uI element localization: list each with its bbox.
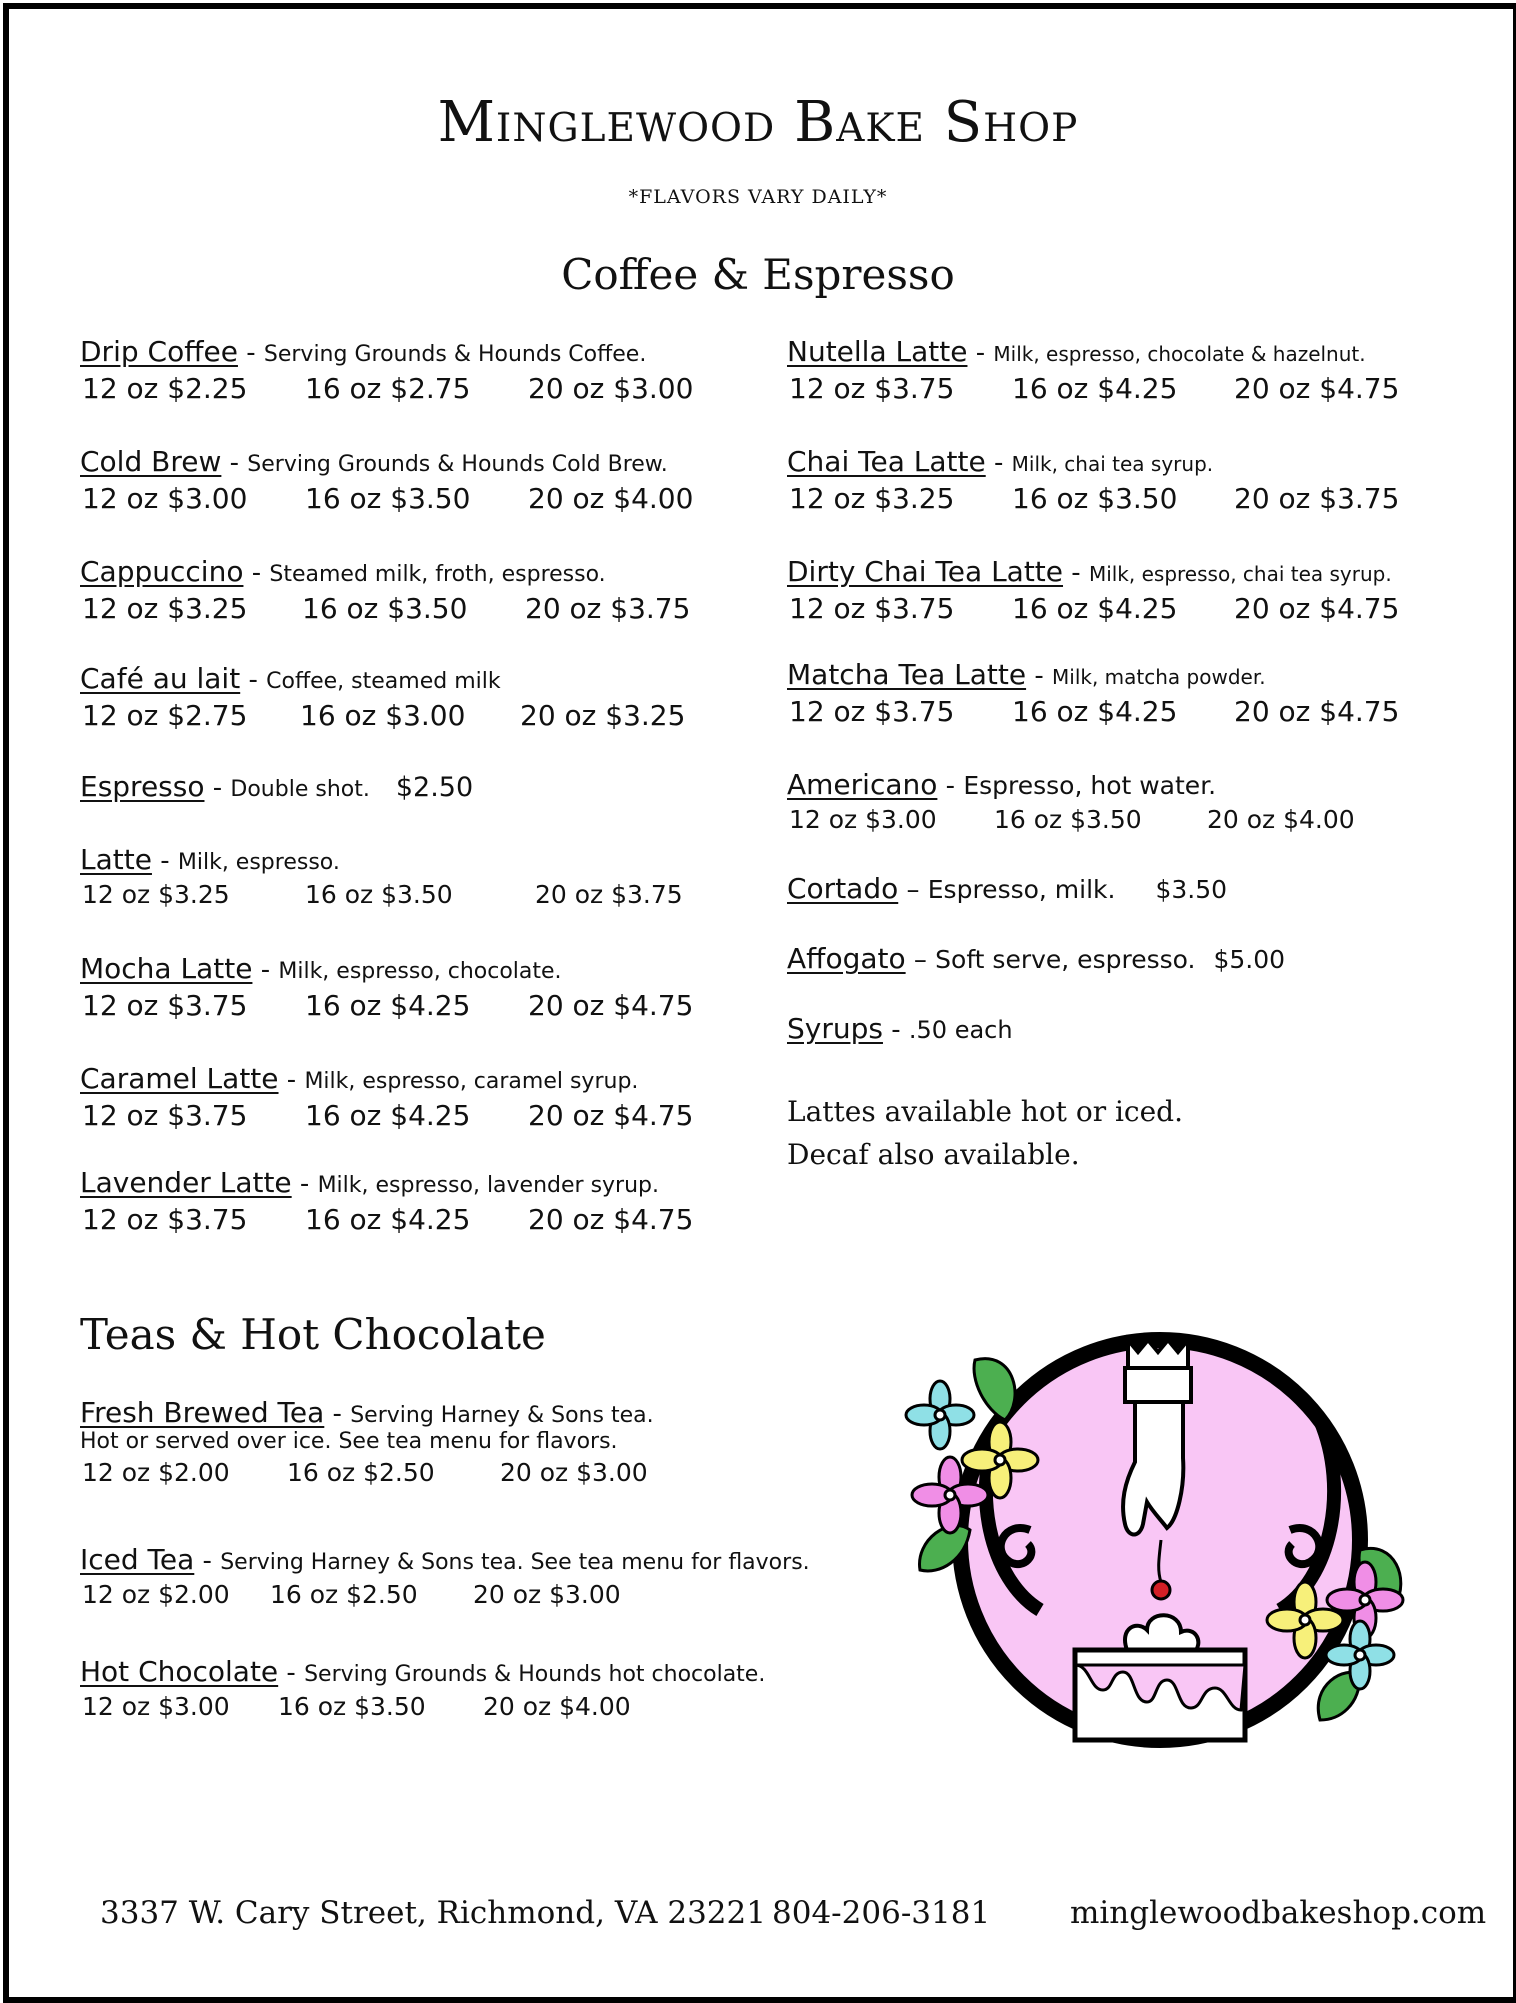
- item-description: Espresso, hot water.: [963, 771, 1217, 800]
- item-description: Soft serve, espresso.: [935, 945, 1196, 974]
- menu-item-latte: Latte - Milk, espresso. 12 oz $3.25 16 oz $3.50 20 oz $3.75: [80, 843, 683, 909]
- price-16oz: 16 oz $4.25: [1012, 695, 1178, 728]
- item-description: Serving Grounds & Hounds hot chocolate.: [304, 1662, 766, 1687]
- item-name: Hot Chocolate: [80, 1655, 279, 1688]
- price-20oz: 20 oz $4.75: [528, 989, 694, 1022]
- note-decaf: Decaf also available.: [787, 1138, 1080, 1171]
- price-12oz: 12 oz $3.75: [789, 695, 955, 728]
- menu-item-affogato: Affogato – Soft serve, espresso. $5.00: [787, 942, 1286, 975]
- item-description: Steamed milk, froth, espresso.: [269, 562, 606, 587]
- price-12oz: 12 oz $2.25: [82, 372, 248, 405]
- price-16oz: 16 oz $3.50: [305, 482, 471, 515]
- item-description: Milk, espresso, chai tea syrup.: [1088, 562, 1392, 586]
- teas-section-heading: Teas & Hot Chocolate: [80, 1310, 546, 1359]
- price-12oz: 12 oz $3.00: [82, 482, 248, 515]
- item-description: Coffee, steamed milk: [266, 669, 501, 694]
- item-description: Milk, espresso, caramel syrup.: [304, 1069, 639, 1094]
- price-20oz: 20 oz $4.75: [1234, 695, 1400, 728]
- item-name: Iced Tea: [80, 1543, 195, 1576]
- price-16oz: 16 oz $2.50: [270, 1580, 418, 1609]
- item-description: Milk, matcha powder.: [1052, 665, 1266, 689]
- price-16oz: 16 oz $3.50: [1012, 482, 1178, 515]
- price-12oz: 12 oz $3.75: [789, 372, 955, 405]
- menu-item-fresh-brewed-tea: Fresh Brewed Tea - Serving Harney & Sons tea. Hot or served over ice. See tea menu for flavors. 12 oz $2.00 16 oz $2.50 20 oz $3.00: [80, 1396, 654, 1487]
- price-20oz: 20 oz $3.00: [473, 1580, 621, 1609]
- footer-address: 3337 W. Cary Street, Richmond, VA 23221: [100, 1895, 766, 1931]
- price-20oz: 20 oz $4.75: [1234, 372, 1400, 405]
- menu-item-lavender-latte: Lavender Latte - Milk, espresso, lavender syrup. 12 oz $3.75 16 oz $4.25 20 oz $4.75: [80, 1166, 694, 1236]
- menu-item-mocha-latte: Mocha Latte - Milk, espresso, chocolate. 12 oz $3.75 16 oz $4.25 20 oz $4.75: [80, 952, 694, 1022]
- item-name: Syrups: [787, 1012, 883, 1045]
- price-12oz: 12 oz $3.75: [789, 592, 955, 625]
- item-name: Drip Coffee: [80, 335, 238, 368]
- item-name: Nutella Latte: [787, 335, 968, 368]
- item-name: Affogato: [787, 942, 906, 975]
- price-20oz: 20 oz $3.25: [520, 699, 686, 732]
- menu-item-nutella-latte: Nutella Latte - Milk, espresso, chocolate & hazelnut. 12 oz $3.75 16 oz $4.25 20 oz $4.75: [787, 335, 1400, 405]
- price-12oz: 12 oz $2.00: [82, 1458, 230, 1487]
- price-20oz: 20 oz $3.75: [535, 880, 683, 909]
- price-16oz: 16 oz $3.50: [302, 592, 468, 625]
- price-20oz: 20 oz $3.75: [1234, 482, 1400, 515]
- menu-item-syrups: Syrups - .50 each: [787, 1012, 1013, 1045]
- hand-cherry-cake-logo-icon: [880, 1320, 1425, 1760]
- coffee-section-heading: Coffee & Espresso: [561, 250, 955, 299]
- price-16oz: 16 oz $4.25: [305, 1203, 471, 1236]
- price-16oz: 16 oz $4.25: [1012, 592, 1178, 625]
- menu-item-hot-chocolate: Hot Chocolate - Serving Grounds & Hounds hot chocolate. 12 oz $3.00 16 oz $3.50 20 oz $4.00: [80, 1655, 766, 1721]
- price-12oz: 12 oz $3.25: [789, 482, 955, 515]
- price-12oz: 12 oz $3.00: [789, 805, 937, 834]
- menu-item-caramel-latte: Caramel Latte - Milk, espresso, caramel syrup. 12 oz $3.75 16 oz $4.25 20 oz $4.75: [80, 1062, 694, 1132]
- menu-item-espresso: Espresso - Double shot. $2.50: [80, 770, 474, 803]
- footer-phone: 804-206-3181: [772, 1895, 991, 1931]
- item-name: Cold Brew: [80, 445, 222, 478]
- menu-item-cafe-au-lait: Café au lait - Coffee, steamed milk 12 oz $2.75 16 oz $3.00 20 oz $3.25: [80, 662, 686, 732]
- price-16oz: 16 oz $2.50: [287, 1458, 435, 1487]
- menu-item-iced-tea: Iced Tea - Serving Harney & Sons tea. See tea menu for flavors. 12 oz $2.00 16 oz $2.50 20 oz $3.00: [80, 1543, 810, 1609]
- item-name: Chai Tea Latte: [787, 445, 986, 478]
- flavors-notice: *FLAVORS VARY DAILY*: [628, 186, 888, 208]
- menu-item-cold-brew: Cold Brew - Serving Grounds & Hounds Cold Brew. 12 oz $3.00 16 oz $3.50 20 oz $4.00: [80, 445, 694, 515]
- item-name: Caramel Latte: [80, 1062, 279, 1095]
- price-12oz: 12 oz $3.75: [82, 1099, 248, 1132]
- shop-title: Minglewood Bake Shop: [437, 90, 1079, 155]
- price-16oz: 16 oz $3.00: [300, 699, 466, 732]
- menu-item-matcha-tea-latte: Matcha Tea Latte - Milk, matcha powder. 12 oz $3.75 16 oz $4.25 20 oz $4.75: [787, 658, 1400, 728]
- item-name: Espresso: [80, 770, 205, 803]
- price-12oz: 12 oz $2.00: [82, 1580, 230, 1609]
- item-name: Cappuccino: [80, 555, 244, 588]
- price-16oz: 16 oz $2.75: [305, 372, 471, 405]
- price-20oz: 20 oz $4.75: [1234, 592, 1400, 625]
- item-description: Milk, chai tea syrup.: [1011, 452, 1214, 476]
- menu-item-drip-coffee: Drip Coffee - Serving Grounds & Hounds Coffee. 12 oz $2.25 16 oz $2.75 20 oz $3.00: [80, 335, 694, 405]
- item-description: Milk, espresso, lavender syrup.: [317, 1173, 659, 1198]
- price-20oz: 20 oz $4.75: [528, 1203, 694, 1236]
- item-name: Fresh Brewed Tea: [80, 1396, 325, 1429]
- item-name: Mocha Latte: [80, 952, 253, 985]
- price-20oz: 20 oz $4.00: [483, 1692, 631, 1721]
- item-description: Serving Grounds & Hounds Cold Brew.: [247, 452, 668, 477]
- item-description: Serving Harney & Sons tea. See tea menu for flavors.: [220, 1550, 810, 1575]
- item-description: Milk, espresso, chocolate.: [278, 959, 562, 984]
- price-12oz: 12 oz $3.75: [82, 1203, 248, 1236]
- price-16oz: 16 oz $3.50: [994, 805, 1142, 834]
- menu-item-chai-tea-latte: Chai Tea Latte - Milk, chai tea syrup. 12 oz $3.25 16 oz $3.50 20 oz $3.75: [787, 445, 1400, 515]
- item-name: Lavender Latte: [80, 1166, 292, 1199]
- item-description: .50 each: [908, 1016, 1013, 1044]
- item-name: Cortado: [787, 872, 899, 905]
- item-description: Serving Grounds & Hounds Coffee.: [263, 342, 647, 367]
- price-20oz: 20 oz $4.00: [528, 482, 694, 515]
- item-price: $3.50: [1155, 875, 1228, 904]
- item-description: Serving Harney & Sons tea.: [350, 1403, 654, 1428]
- menu-item-cortado: Cortado – Espresso, milk. $3.50: [787, 872, 1228, 905]
- item-description-line2: Hot or served over ice. See tea menu for flavors.: [80, 1429, 618, 1454]
- price-20oz: 20 oz $3.75: [525, 592, 691, 625]
- item-description: Milk, espresso, chocolate & hazelnut.: [993, 342, 1366, 366]
- item-name: Café au lait: [80, 662, 241, 695]
- note-lattes: Lattes available hot or iced.: [787, 1095, 1184, 1128]
- price-20oz: 20 oz $3.00: [500, 1458, 648, 1487]
- item-description: Double shot.: [230, 777, 370, 802]
- price-12oz: 12 oz $2.75: [82, 699, 248, 732]
- item-description: Milk, espresso.: [177, 850, 340, 875]
- item-name: Latte: [80, 843, 152, 876]
- price-12oz: 12 oz $3.00: [82, 1692, 230, 1721]
- price-20oz: 20 oz $4.00: [1207, 805, 1355, 834]
- price-16oz: 16 oz $4.25: [1012, 372, 1178, 405]
- menu-item-dirty-chai-tea-latte: Dirty Chai Tea Latte - Milk, espresso, chai tea syrup. 12 oz $3.75 16 oz $4.25 20 oz $4.75: [787, 555, 1400, 625]
- item-description: Espresso, milk.: [927, 875, 1116, 904]
- price-16oz: 16 oz $4.25: [305, 1099, 471, 1132]
- price-20oz: 20 oz $4.75: [528, 1099, 694, 1132]
- price-16oz: 16 oz $4.25: [305, 989, 471, 1022]
- footer-website[interactable]: minglewoodbakeshop.com: [1070, 1895, 1487, 1931]
- item-name: Matcha Tea Latte: [787, 658, 1027, 691]
- price-12oz: 12 oz $3.75: [82, 989, 248, 1022]
- menu-item-americano: Americano - Espresso, hot water. 12 oz $3.00 16 oz $3.50 20 oz $4.00: [787, 768, 1355, 834]
- item-name: Dirty Chai Tea Latte: [787, 555, 1064, 588]
- menu-item-cappuccino: Cappuccino - Steamed milk, froth, espresso. 12 oz $3.25 16 oz $3.50 20 oz $3.75: [80, 555, 691, 625]
- item-price: $2.50: [395, 772, 474, 803]
- price-16oz: 16 oz $3.50: [278, 1692, 426, 1721]
- price-20oz: 20 oz $3.00: [528, 372, 694, 405]
- price-12oz: 12 oz $3.25: [82, 592, 248, 625]
- item-name: Americano: [787, 768, 938, 801]
- item-price: $5.00: [1213, 945, 1286, 974]
- price-16oz: 16 oz $3.50: [305, 880, 453, 909]
- price-12oz: 12 oz $3.25: [82, 880, 230, 909]
